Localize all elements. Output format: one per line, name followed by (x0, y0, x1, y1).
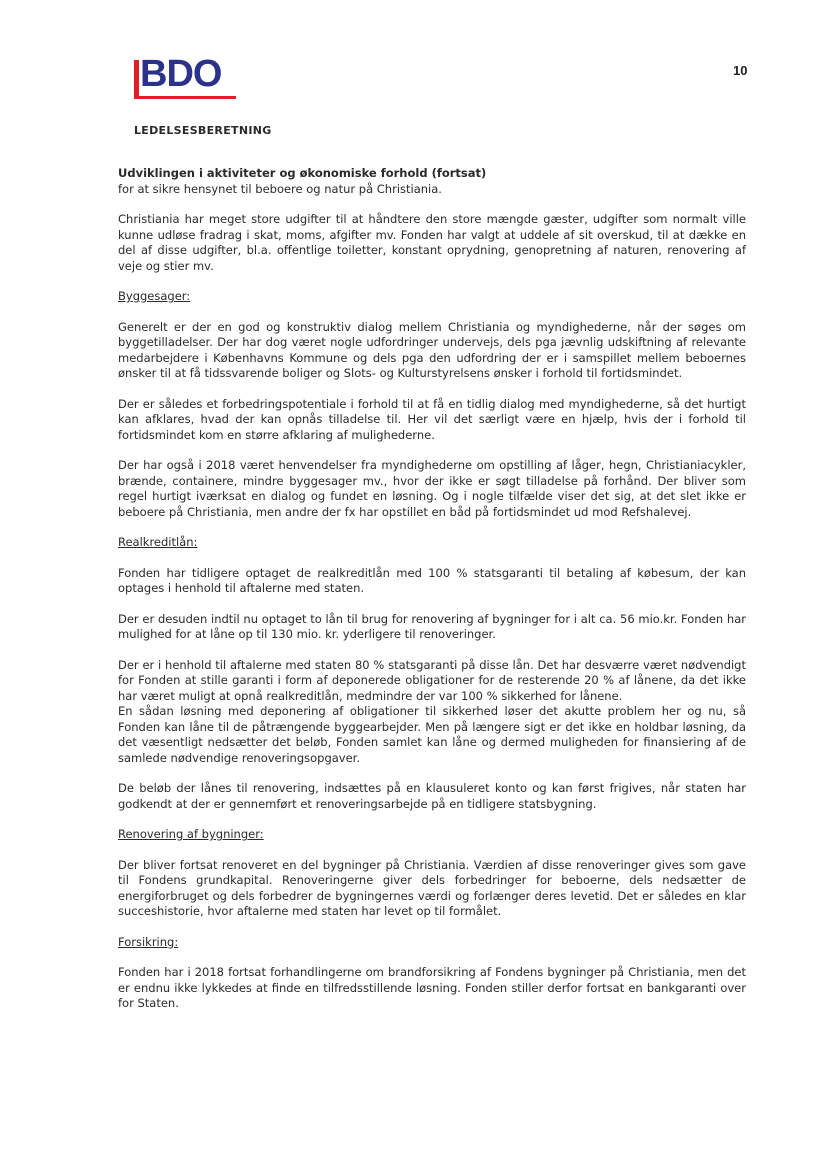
paragraph: Der bliver fortsat renoveret en del bygninger på Christiania. Værdien af disse renoveringer gives som gave til Fondens grundkapital. Renoveringerne giver dels forbedringer for beboerne, dels nedsætter de energiforbruget og dels forbedrer de bygningernes værdi og forlænger deres levetid. Det er således en klar succeshistorie, hvor aftalerne med staten har levet op til formålet. (118, 857, 746, 918)
paragraph: Der er således et forbedringspotentiale i forhold til at få en tidlig dialog med myndighederne, så det hurtigt kan afklares, hvad der kan opnås tilladelse til. Her vil det særligt være en hjælp, hvis der i forhold til fortidsmindet kom en større afklaring af mulighederne. (118, 396, 746, 442)
heading-byggesager: Byggesager: (118, 289, 191, 303)
paragraph: Fonden har i 2018 fortsat forhandlingerne om brandforsikring af Fondens bygninger på Christiania, men det er endnu ikke lykkedes at finde en tilfredsstillende løsning. Fonden stiller derfor fortsat en bankgaranti over for Staten. (118, 965, 746, 1010)
heading-renovering: Renovering af bygninger: (118, 827, 264, 841)
paragraph: Generelt er der en god og konstruktiv dialog mellem Christiania og myndighederne, når der søges om byggetilladelser. Der har dog været nogle udfordringer undervejs, dels pga jævnlig udskiftning af relevante medarbejdere i Københavns Kommune og dels pga den udfordring der er i samspillet mellem beboernes ønsker til at få tidssvarende boliger og Slots- og Kulturstyrelsens ønsker i forhold til fortidsmindet. (118, 319, 746, 380)
paragraph: Der er desuden indtil nu optaget to lån til brug for renovering af bygninger for i alt ca. 56 mio.kr. Fonden har mulighed for at låne op til 130 mio. kr. yderligere til renoveringer. (118, 611, 746, 641)
logo-text: BDO (140, 53, 222, 95)
bdo-logo (134, 53, 238, 100)
heading-forsikring: Forsikring: (118, 934, 179, 949)
heading-realkreditlan: Realkreditlån: (118, 535, 198, 549)
paragraph: Christiania har meget store udgifter til at håndtere den store mængde gæster, udgifter som normalt ville kunne udløse fradrag i skat, moms, afgifter mv. Fonden har valgt at uddele af sit overskud, til at dække en del af disse udgifter, bl.a. offentlige toiletter, konstant oprydning, genopretning af naturen, renovering af veje og stier mv. (118, 212, 746, 273)
paragraph: Der er i henhold til aftalerne med staten 80 % statsgaranti på disse lån. Det har desværre været nødvendigt for Fonden at stille garanti i form af deponerede obligationer for de resterende 20 % af lånene, da det ikke har været muligt at opnå realkreditlån, medmindre der var 100 % sikkerhed for lånene. (118, 657, 746, 703)
intro-line: for at sikre hensynet til beboere og natur på Christiania. (118, 181, 442, 196)
sub-heading: Udviklingen i aktiviteter og økonomiske forhold (fortsat) (118, 166, 487, 180)
paragraph: De beløb der lånes til renovering, indsættes på en klausuleret konto og kan først frigives, når staten har godkendt at der er gennemført et renoveringsarbejde på en tidligere statsbygning. (118, 781, 746, 811)
section-title: LEDELSESBERETNING (134, 124, 272, 137)
document-body (118, 166, 746, 1027)
paragraph: Fonden har tidligere optaget de realkreditlån med 100 % statsgaranti til betaling af købesum, der kan optages i henhold til aftalerne med staten. (118, 565, 746, 595)
logo-red-bar (134, 60, 139, 98)
paragraph: Der har også i 2018 været henvendelser fra myndighederne om opstilling af låger, hegn, Christianiacykler, brænde, containere, mindre byggesager mv., hvor der ikke er søgt tilladelse på forhånd. Der bliver som regel hurtigt iværksat en dialog og fundet en løsning. Og i nogle tilfælde viser det sig, at det slet ikke er beboere på Christiania, men andre der fx har opstillet en båd på fortidsmindet ud mod Refshalevej. (118, 458, 746, 519)
page-number: 10 (733, 63, 748, 78)
logo-red-underline (134, 96, 236, 99)
paragraph: En sådan løsning med deponering af obligationer til sikkerhed løser det akutte problem her og nu, så Fonden kan låne til de påtrængende byggearbejder. Men på længere sigt er det ikke en holdbar løsning, da det væsentligt nedsætter det beløb, Fonden samlet kan låne og dermed muligheden for finansiering af de samlede nødvendige renoveringsopgaver. (118, 704, 746, 765)
